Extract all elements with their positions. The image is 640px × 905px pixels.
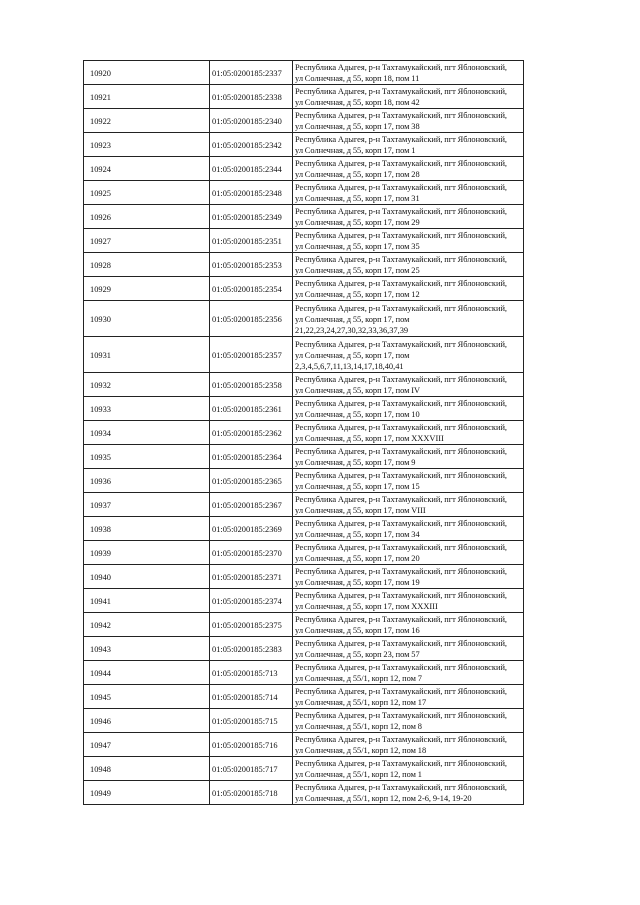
- cadastral-number-cell: 01:05:0200185:2383: [210, 637, 293, 661]
- record-number-cell: 10942: [84, 613, 210, 637]
- table-row: [84, 205, 524, 229]
- address-cell: [293, 85, 524, 109]
- record-number-cell: 10941: [84, 589, 210, 613]
- table-body: [84, 61, 524, 805]
- address-cell: [293, 301, 524, 337]
- address-cell: [293, 565, 524, 589]
- cadastral-number-cell: 01:05:0200185:2342: [210, 133, 293, 157]
- address-line: ул Солнечная, д 55, корп 17, пом 25: [295, 266, 420, 275]
- record-number-cell: 10929: [84, 277, 210, 301]
- address-cell: [293, 709, 524, 733]
- address-line: ул Солнечная, д 55/1, корп 12, пом 8: [295, 722, 422, 731]
- table-row: [84, 781, 524, 805]
- address-cell: [293, 493, 524, 517]
- cadastral-number-cell: 01:05:0200185:2340: [210, 109, 293, 133]
- address-line: Республика Адыгея, р-н Тахтамукайский, пгт Яблоновский,: [295, 207, 508, 216]
- address-line: ул Солнечная, д 55/1, корп 12, пом 17: [295, 698, 427, 707]
- address-cell: [293, 373, 524, 397]
- address-line: ул Солнечная, д 55/1, корп 12, пом 2-6, 9-14, 19-20: [295, 794, 472, 803]
- cadastral-number-cell: 01:05:0200185:2365: [210, 469, 293, 493]
- cadastral-number-cell: 01:05:0200185:2353: [210, 253, 293, 277]
- cadastral-number-cell: 01:05:0200185:2357: [210, 337, 293, 373]
- address-line: ул Солнечная, д 55, корп 17, пом XXXIII: [295, 602, 438, 611]
- record-number-cell: 10930: [84, 301, 210, 337]
- address-line: ул Солнечная, д 55, корп 17, пом 35: [295, 242, 420, 251]
- address-line: 21,22,23,24,27,30,32,33,36,37,39: [295, 325, 409, 335]
- address-line: Республика Адыгея, р-н Тахтамукайский, пгт Яблоновский,: [295, 735, 508, 744]
- record-number-cell: 10948: [84, 757, 210, 781]
- address-cell: [293, 421, 524, 445]
- cadastral-number-cell: 01:05:0200185:2362: [210, 421, 293, 445]
- address-line: Республика Адыгея, р-н Тахтамукайский, пгт Яблоновский,: [295, 471, 508, 480]
- cadastral-number-cell: 01:05:0200185:2364: [210, 445, 293, 469]
- address-line: Республика Адыгея, р-н Тахтамукайский, пгт Яблоновский,: [295, 495, 508, 504]
- address-cell: [293, 517, 524, 541]
- address-cell: [293, 589, 524, 613]
- address-line: Республика Адыгея, р-н Тахтамукайский, пгт Яблоновский,: [295, 447, 508, 456]
- cadastral-number-cell: 01:05:0200185:2367: [210, 493, 293, 517]
- address-line: Республика Адыгея, р-н Тахтамукайский, пгт Яблоновский,: [295, 423, 508, 432]
- address-line: Республика Адыгея, р-н Тахтамукайский, пгт Яблоновский,: [295, 339, 508, 349]
- address-cell: [293, 277, 524, 301]
- cadastral-number-cell: 01:05:0200185:2374: [210, 589, 293, 613]
- address-cell: [293, 337, 524, 373]
- record-number-cell: 10936: [84, 469, 210, 493]
- cadastral-number-cell: 01:05:0200185:2351: [210, 229, 293, 253]
- address-line: Республика Адыгея, р-н Тахтамукайский, пгт Яблоновский,: [295, 615, 508, 624]
- property-register-table: [83, 60, 524, 805]
- address-line: ул Солнечная, д 55/1, корп 12, пом 18: [295, 746, 427, 755]
- cadastral-number-cell: 01:05:0200185:718: [210, 781, 293, 805]
- address-line: ул Солнечная, д 55, корп 17, пом: [295, 314, 410, 324]
- table-row: [84, 301, 524, 337]
- address-cell: [293, 469, 524, 493]
- record-number-cell: 10926: [84, 205, 210, 229]
- address-line: ул Солнечная, д 55, корп 17, пом 9: [295, 458, 416, 467]
- table-row: [84, 637, 524, 661]
- record-number-cell: 10920: [84, 61, 210, 85]
- address-line: ул Солнечная, д 55, корп 17, пом 1: [295, 146, 416, 155]
- address-line: Республика Адыгея, р-н Тахтамукайский, пгт Яблоновский,: [295, 687, 508, 696]
- address-cell: [293, 661, 524, 685]
- table-row: [84, 709, 524, 733]
- record-number-cell: 10944: [84, 661, 210, 685]
- address-cell: [293, 445, 524, 469]
- address-line: ул Солнечная, д 55/1, корп 12, пом 1: [295, 770, 422, 779]
- address-cell: [293, 541, 524, 565]
- record-number-cell: 10943: [84, 637, 210, 661]
- address-line: ул Солнечная, д 55, корп 17, пом XXXVIII: [295, 434, 444, 443]
- address-line: ул Солнечная, д 55, корп 17, пом 15: [295, 482, 420, 491]
- table-row: [84, 133, 524, 157]
- address-line: ул Солнечная, д 55, корп 18, пом 11: [295, 74, 420, 83]
- record-number-cell: 10947: [84, 733, 210, 757]
- cadastral-number-cell: 01:05:0200185:2349: [210, 205, 293, 229]
- address-line: Республика Адыгея, р-н Тахтамукайский, пгт Яблоновский,: [295, 783, 508, 792]
- cadastral-number-cell: 01:05:0200185:2361: [210, 397, 293, 421]
- address-line: Республика Адыгея, р-н Тахтамукайский, пгт Яблоновский,: [295, 135, 508, 144]
- table-row: [84, 541, 524, 565]
- address-line: ул Солнечная, д 55/1, корп 12, пом 7: [295, 674, 422, 683]
- address-cell: [293, 757, 524, 781]
- address-line: ул Солнечная, д 55, корп 17, пом 10: [295, 410, 420, 419]
- address-line: Республика Адыгея, р-н Тахтамукайский, пгт Яблоновский,: [295, 639, 508, 648]
- record-number-cell: 10935: [84, 445, 210, 469]
- address-line: ул Солнечная, д 55, корп 17, пом IV: [295, 386, 421, 395]
- table-row: [84, 517, 524, 541]
- address-cell: [293, 781, 524, 805]
- address-cell: [293, 109, 524, 133]
- address-line: Республика Адыгея, р-н Тахтамукайский, пгт Яблоновский,: [295, 759, 508, 768]
- address-line: Республика Адыгея, р-н Тахтамукайский, пгт Яблоновский,: [295, 303, 508, 313]
- table-row: [84, 565, 524, 589]
- address-line: ул Солнечная, д 55, корп 17, пом 12: [295, 290, 420, 299]
- address-line: Республика Адыгея, р-н Тахтамукайский, пгт Яблоновский,: [295, 183, 508, 192]
- address-line: ул Солнечная, д 55, корп 17, пом 16: [295, 626, 420, 635]
- cadastral-number-cell: 01:05:0200185:2348: [210, 181, 293, 205]
- cadastral-number-cell: 01:05:0200185:2356: [210, 301, 293, 337]
- address-line: Республика Адыгея, р-н Тахтамукайский, пгт Яблоновский,: [295, 111, 508, 120]
- address-line: ул Солнечная, д 55, корп 17, пом 34: [295, 530, 420, 539]
- record-number-cell: 10932: [84, 373, 210, 397]
- table-row: [84, 277, 524, 301]
- cadastral-number-cell: 01:05:0200185:713: [210, 661, 293, 685]
- table-row: [84, 469, 524, 493]
- cadastral-number-cell: 01:05:0200185:717: [210, 757, 293, 781]
- address-line: ул Солнечная, д 55, корп 17, пом 31: [295, 194, 420, 203]
- record-number-cell: 10927: [84, 229, 210, 253]
- address-cell: [293, 157, 524, 181]
- cadastral-number-cell: 01:05:0200185:2375: [210, 613, 293, 637]
- cadastral-number-cell: 01:05:0200185:2344: [210, 157, 293, 181]
- address-cell: [293, 733, 524, 757]
- cadastral-number-cell: 01:05:0200185:2354: [210, 277, 293, 301]
- record-number-cell: 10934: [84, 421, 210, 445]
- record-number-cell: 10949: [84, 781, 210, 805]
- address-line: Республика Адыгея, р-н Тахтамукайский, пгт Яблоновский,: [295, 399, 508, 408]
- address-cell: [293, 61, 524, 85]
- address-cell: [293, 181, 524, 205]
- table-row: [84, 493, 524, 517]
- cadastral-number-cell: 01:05:0200185:2338: [210, 85, 293, 109]
- address-line: Республика Адыгея, р-н Тахтамукайский, пгт Яблоновский,: [295, 231, 508, 240]
- address-cell: [293, 253, 524, 277]
- address-line: Республика Адыгея, р-н Тахтамукайский, пгт Яблоновский,: [295, 63, 508, 72]
- table-row: [84, 685, 524, 709]
- table-row: [84, 85, 524, 109]
- table-row: [84, 337, 524, 373]
- address-line: Республика Адыгея, р-н Тахтамукайский, пгт Яблоновский,: [295, 375, 508, 384]
- cadastral-number-cell: 01:05:0200185:715: [210, 709, 293, 733]
- address-cell: [293, 229, 524, 253]
- address-line: ул Солнечная, д 55, корп 17, пом 29: [295, 218, 420, 227]
- address-cell: [293, 613, 524, 637]
- table-row: [84, 589, 524, 613]
- table-row: [84, 373, 524, 397]
- table-row: [84, 421, 524, 445]
- cadastral-number-cell: 01:05:0200185:2370: [210, 541, 293, 565]
- record-number-cell: 10922: [84, 109, 210, 133]
- address-line: Республика Адыгея, р-н Тахтамукайский, пгт Яблоновский,: [295, 543, 508, 552]
- record-number-cell: 10940: [84, 565, 210, 589]
- table-row: [84, 181, 524, 205]
- table-row: [84, 61, 524, 85]
- address-cell: [293, 637, 524, 661]
- address-line: Республика Адыгея, р-н Тахтамукайский, пгт Яблоновский,: [295, 663, 508, 672]
- address-line: ул Солнечная, д 55, корп 17, пом 19: [295, 578, 420, 587]
- address-line: ул Солнечная, д 55, корп 17, пом 28: [295, 170, 420, 179]
- cadastral-number-cell: 01:05:0200185:2358: [210, 373, 293, 397]
- address-line: Республика Адыгея, р-н Тахтамукайский, пгт Яблоновский,: [295, 591, 508, 600]
- cadastral-number-cell: 01:05:0200185:714: [210, 685, 293, 709]
- address-line: Республика Адыгея, р-н Тахтамукайский, пгт Яблоновский,: [295, 567, 508, 576]
- address-cell: [293, 685, 524, 709]
- table-row: [84, 229, 524, 253]
- cadastral-number-cell: 01:05:0200185:2371: [210, 565, 293, 589]
- table-row: [84, 109, 524, 133]
- address-cell: [293, 397, 524, 421]
- cadastral-number-cell: 01:05:0200185:2369: [210, 517, 293, 541]
- address-line: ул Солнечная, д 55, корп 17, пом 38: [295, 122, 420, 131]
- address-line: Республика Адыгея, р-н Тахтамукайский, пгт Яблоновский,: [295, 255, 508, 264]
- address-line: ул Солнечная, д 55, корп 18, пом 42: [295, 98, 420, 107]
- table-row: [84, 613, 524, 637]
- address-line: ул Солнечная, д 55, корп 17, пом VIII: [295, 506, 426, 515]
- address-line: Республика Адыгея, р-н Тахтамукайский, пгт Яблоновский,: [295, 279, 508, 288]
- record-number-cell: 10945: [84, 685, 210, 709]
- address-line: Республика Адыгея, р-н Тахтамукайский, пгт Яблоновский,: [295, 159, 508, 168]
- table-row: [84, 445, 524, 469]
- record-number-cell: 10928: [84, 253, 210, 277]
- record-number-cell: 10946: [84, 709, 210, 733]
- address-line: Республика Адыгея, р-н Тахтамукайский, пгт Яблоновский,: [295, 711, 508, 720]
- address-cell: [293, 205, 524, 229]
- address-line: Республика Адыгея, р-н Тахтамукайский, пгт Яблоновский,: [295, 519, 508, 528]
- table-row: [84, 397, 524, 421]
- cadastral-number-cell: 01:05:0200185:716: [210, 733, 293, 757]
- address-line: ул Солнечная, д 55, корп 17, пом 20: [295, 554, 420, 563]
- record-number-cell: 10933: [84, 397, 210, 421]
- table-row: [84, 253, 524, 277]
- record-number-cell: 10923: [84, 133, 210, 157]
- address-line: 2,3,4,5,6,7,11,13,14,17,18,40,41: [295, 361, 404, 371]
- record-number-cell: 10924: [84, 157, 210, 181]
- address-line: ул Солнечная, д 55, корп 23, пом 57: [295, 650, 420, 659]
- record-number-cell: 10931: [84, 337, 210, 373]
- table-row: [84, 661, 524, 685]
- table-row: [84, 757, 524, 781]
- record-number-cell: 10925: [84, 181, 210, 205]
- table-row: [84, 157, 524, 181]
- table-row: [84, 733, 524, 757]
- record-number-cell: 10938: [84, 517, 210, 541]
- address-cell: [293, 133, 524, 157]
- cadastral-number-cell: 01:05:0200185:2337: [210, 61, 293, 85]
- address-line: ул Солнечная, д 55, корп 17, пом: [295, 350, 410, 360]
- record-number-cell: 10921: [84, 85, 210, 109]
- record-number-cell: 10937: [84, 493, 210, 517]
- address-line: Республика Адыгея, р-н Тахтамукайский, пгт Яблоновский,: [295, 87, 508, 96]
- record-number-cell: 10939: [84, 541, 210, 565]
